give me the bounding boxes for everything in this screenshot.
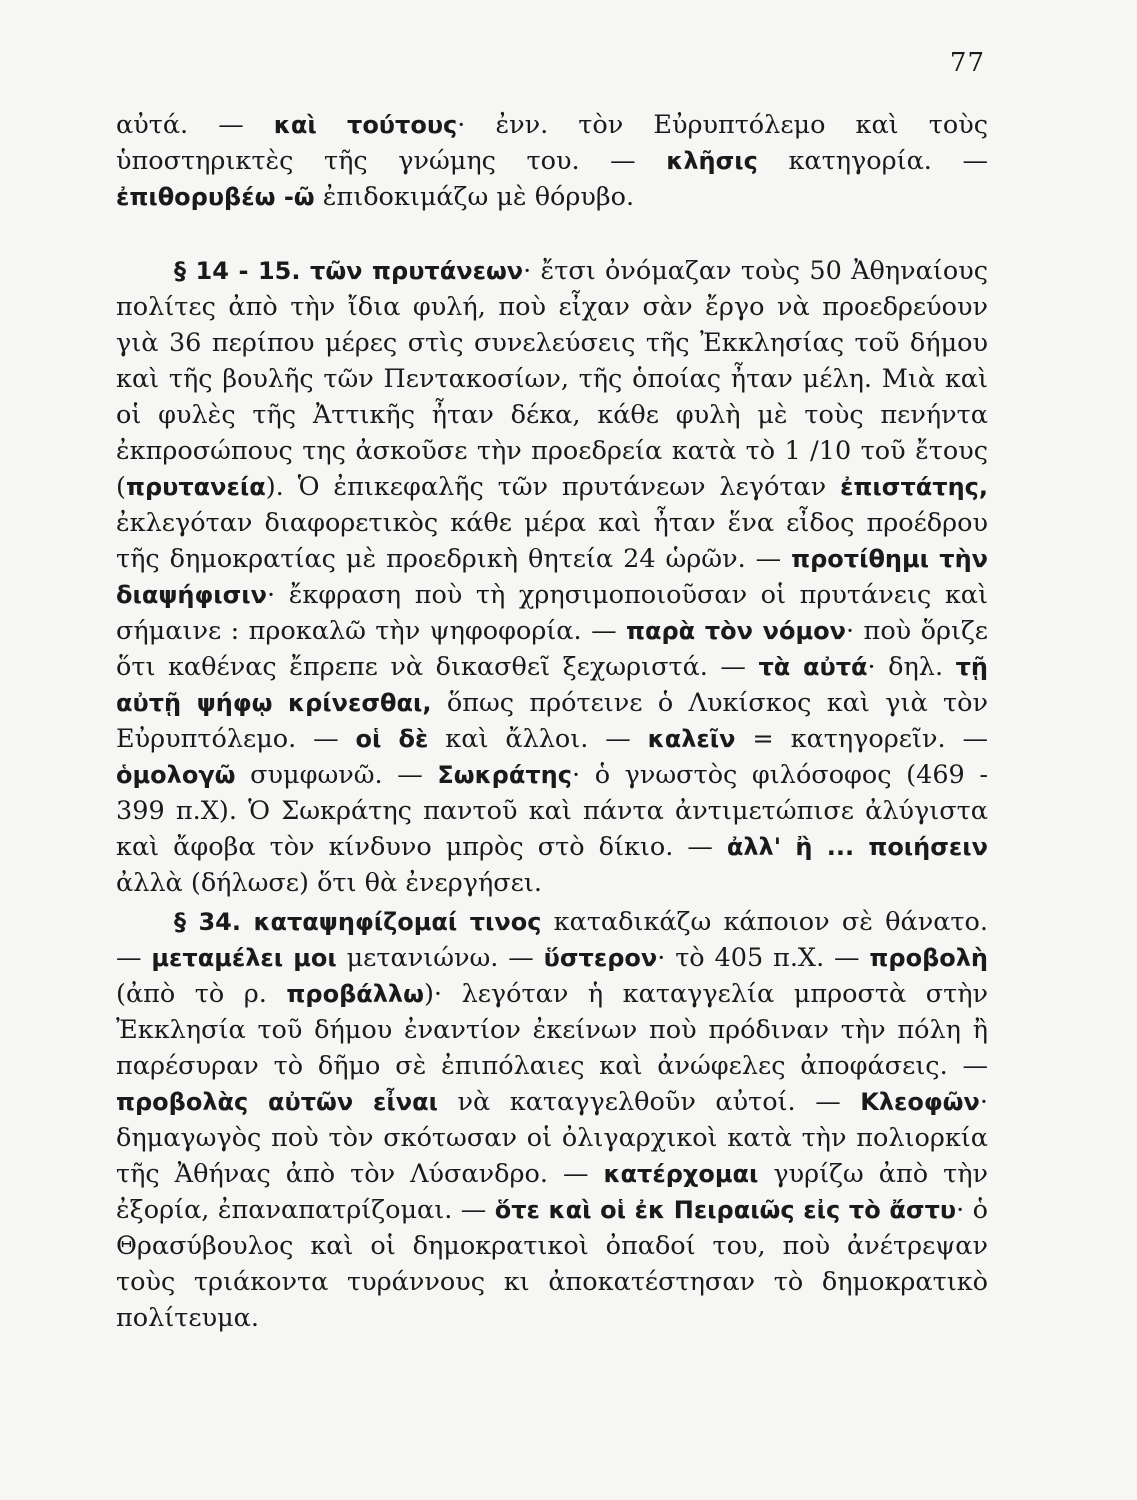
bold-term: πρυτανεία bbox=[125, 473, 266, 501]
bold-term: ὕστερον bbox=[543, 944, 658, 972]
bold-term: προβολὴ bbox=[869, 944, 989, 972]
bold-term: ἐπιθορυβέω -ῶ bbox=[116, 183, 315, 211]
bold-term: Κλεοφῶν bbox=[860, 1088, 980, 1116]
bold-term: ὁμολογῶ bbox=[116, 761, 236, 789]
text-run: ἀλλὰ (δήλωσε) ὅτι θὰ ἐνεργήσει. bbox=[116, 868, 542, 898]
bold-term: καὶ τούτους bbox=[273, 111, 458, 139]
text-run: ὅπως πρότεινε ὁ Λυκίσκος καὶ γιὰ τὸν Εὐρυπτόλεμο. — bbox=[116, 688, 988, 754]
bold-term: ὅτε καὶ οἱ ἐκ Πειραιῶς εἰς τὸ ἄστυ bbox=[494, 1196, 957, 1224]
text-run: συμφωνῶ. — bbox=[235, 760, 438, 790]
bold-term: τὰ αὐτά bbox=[758, 653, 868, 681]
bold-term: οἱ δὲ bbox=[355, 725, 429, 753]
paragraph-1 bbox=[116, 107, 988, 215]
paragraph-text bbox=[116, 904, 988, 1336]
text-run: (ἀπὸ τὸ ρ. bbox=[116, 979, 287, 1009]
paragraph-text bbox=[116, 253, 988, 901]
bold-term: § 14 - 15. τῶν πρυτάνεων bbox=[174, 257, 524, 285]
bold-term: Σωκράτης bbox=[437, 761, 572, 789]
text-run: καταδικάζω κάποιον σὲ θάνατο. — bbox=[116, 907, 988, 973]
bold-term: προβολὰς αὐτῶν εἶναι bbox=[116, 1088, 438, 1116]
text-run: καὶ ἄλλοι. — bbox=[428, 724, 648, 754]
bold-term: κλῆσις bbox=[666, 147, 758, 175]
text-run: ). Ὁ ἐπικεφαλῆς τῶν πρυτάνεων λεγόταν bbox=[265, 472, 841, 502]
bold-term: προβάλλω bbox=[286, 980, 424, 1008]
text-run: = κατηγορεῖν. — bbox=[735, 724, 988, 754]
text-run: · ἔτσι ὀνόμαζαν τοὺς 50 Ἀθηναίους πολίτες ἀπὸ τὴν ἴδια φυλή, ποὺ εἶχαν σὰν ἔργο νὰ προεδρεύουν γιὰ 36 περίπου μέρες στὶς συνελεύσεις τῆς Ἐκκλησίας τοῦ δήμου καὶ τῆς βουλῆς τῶν Πεντακοσίων, τῆς ὁποίας ἦταν μέλη. Μιὰ καὶ οἱ φυλὲς τῆς Ἀττικῆς ἦταν δέκα, κάθε φυλὴ μὲ τοὺς πενήντα ἐκπροσώπους της ἀσκοῦσε τὴν προεδρεία κατὰ τὸ 1 /10 τοῦ ἔτους ( bbox=[116, 256, 989, 502]
text-run: ἐπιδοκιμάζω μὲ θόρυβο. bbox=[314, 182, 635, 212]
text-run: · ποὺ ὅριζε ὅτι καθένας ἔπρεπε νὰ δικασθεῖ ξεχωριστά. — bbox=[116, 616, 988, 682]
text-run: · ὁ γνωστὸς φιλόσοφος (469 - 399 π.Χ). Ὁ Σωκράτης παντοῦ καὶ πάντα ἀντιμετώπισε ἀλύγιστα καὶ ἄφοβα τὸν κίνδυνο μπρὸς στὸ δίκιο. — bbox=[116, 760, 988, 862]
text-run: · ἐνν. τὸν Εὐρυπτόλεμο καὶ τοὺς ὑποστηρικτὲς τῆς γνώμης του. — bbox=[116, 110, 988, 176]
bold-term: ἐπιστάτης, bbox=[840, 473, 988, 501]
paragraph-text bbox=[116, 107, 988, 215]
text-run: γυρίζω ἀπὸ τὴν ἐξορία, ἐπαναπατρίζομαι. — bbox=[116, 1159, 988, 1225]
text-run: · δηλ. bbox=[867, 652, 956, 682]
page-number: 77 bbox=[949, 48, 985, 78]
text-run: · ἔκφραση ποὺ τὴ χρησιμοποιοῦσαν οἱ πρυτάνεις καὶ σήμαινε : προκαλῶ τὴν ψηφοφορία. — bbox=[116, 580, 988, 646]
text-run: κατηγορία. — bbox=[757, 146, 988, 176]
text-run: μετανιώνω. — bbox=[336, 943, 544, 973]
text-run: · τὸ 405 π.Χ. — bbox=[657, 943, 870, 973]
bold-term: παρὰ τὸν νόμον bbox=[626, 617, 847, 645]
text-run: · δημαγωγὸς ποὺ τὸν σκότωσαν οἱ ὀλιγαρχικοὶ κατὰ τὴν πολιορκία τῆς Ἀθήνας ἀπὸ τὸν Λύσανδρο. — bbox=[116, 1087, 988, 1189]
paragraph-3 bbox=[116, 904, 988, 1336]
text-run: αὐτά. — bbox=[116, 110, 274, 140]
bold-term: § 34. καταψηφίζομαί τινος bbox=[174, 908, 542, 936]
bold-term: μεταμέλει μοι bbox=[151, 944, 337, 972]
text-run: νὰ καταγγελθοῦν αὐτοί. — bbox=[437, 1087, 861, 1117]
text-run: · ὁ Θρασύβουλος καὶ οἱ δημοκρατικοὶ ὀπαδοί του, ποὺ ἀνέτρεψαν τοὺς τριάκοντα τυράννους κι ἀποκατέστησαν τὸ δημοκρατικὸ πολίτευμα. bbox=[116, 1195, 988, 1333]
text-run: )· λεγόταν ἡ καταγγελία μπροστὰ στὴν Ἐκκλησία τοῦ δήμου ἐναντίον ἐκείνων ποὺ πρόδιναν τὴν πόλη ἢ παρέσυραν τὸ δῆμο σὲ ἐπιπόλαιες καὶ ἀνώφελες ἀποφάσεις. — bbox=[116, 979, 988, 1081]
bold-term: τῇ αὐτῇ ψήφῳ κρίνεσθαι, bbox=[116, 653, 988, 717]
text-run: ἐκλεγόταν διαφορετικὸς κάθε μέρα καὶ ἦταν ἕνα εἶδος προέδρου τῆς δημοκρατίας μὲ προεδρικὴ θητεία 24 ὡρῶν. — bbox=[116, 508, 988, 574]
bold-term: προτίθημι τὴν διαψήφισιν bbox=[116, 545, 988, 609]
bold-term: κατέρχομαι bbox=[603, 1160, 759, 1188]
paragraph-2 bbox=[116, 253, 988, 901]
bold-term: καλεῖν bbox=[647, 725, 736, 753]
bold-term: ἀλλ' ἢ ... ποιήσειν bbox=[726, 833, 988, 861]
